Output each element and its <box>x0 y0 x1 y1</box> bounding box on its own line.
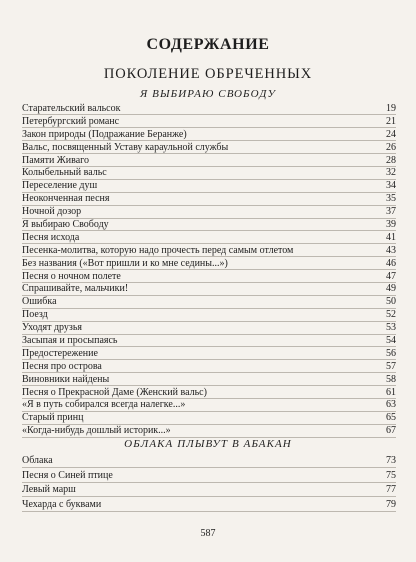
toc-entry <box>22 425 396 438</box>
toc-entry <box>22 232 396 245</box>
toc-entry-title: Переселение душ <box>22 180 98 192</box>
toc-entry-page: 32 <box>386 167 396 179</box>
toc-entry <box>22 322 396 335</box>
page-title: СОДЕРЖАНИЕ <box>146 36 270 53</box>
toc-entry-title: Песня про острова <box>22 360 102 372</box>
toc-entry <box>22 283 396 296</box>
toc-entry <box>22 483 396 498</box>
toc-entry-title: Без названия («Вот пришли и ко мне седины...») <box>22 257 228 269</box>
toc-entry <box>22 399 396 412</box>
toc-entry-title: Левый марш <box>22 484 76 495</box>
page-number: 587 <box>200 528 216 539</box>
toc-entry-page: 35 <box>386 193 396 205</box>
toc-entry <box>22 180 396 193</box>
toc-entry-title: Песня о Прекрасной Даме (Женский вальс) <box>22 386 207 398</box>
toc-entry-page: 34 <box>386 180 396 192</box>
toc-entry-title: Песня исхода <box>22 231 80 243</box>
toc-entry-title: Петербургский романс <box>22 115 120 127</box>
toc-entry-page: 46 <box>386 257 396 269</box>
toc-entry <box>22 412 396 425</box>
toc-entry <box>22 309 396 322</box>
toc-entry-title: Старый принц <box>22 412 84 424</box>
toc-entry-page: 73 <box>386 455 396 466</box>
toc-entry-title: Песня о Синей птице <box>22 469 113 481</box>
section-title-1: Я ВЫБИРАЮ СВОБОДУ <box>139 88 277 100</box>
toc-entry-page: 54 <box>386 335 396 347</box>
toc-entry-title: Спрашивайте, мальчики! <box>22 283 129 295</box>
toc-entry-title: Вальс, посвященный Уставу караульной службы <box>22 141 229 153</box>
toc-entry-title: Облака <box>22 455 53 466</box>
toc-entry-page: 19 <box>386 103 396 114</box>
toc-entry-title: Засыпая и просыпаясь <box>22 335 118 347</box>
toc-entry-title: Колыбельный вальс <box>22 167 107 179</box>
toc-entry <box>22 271 396 284</box>
toc-entry <box>22 335 396 348</box>
toc-entry <box>22 167 396 180</box>
toc-entry <box>22 454 396 469</box>
toc-entry <box>22 206 396 219</box>
toc-entry <box>22 387 396 400</box>
toc-entry-page: 41 <box>386 231 396 243</box>
toc-entry-page: 50 <box>386 296 396 308</box>
toc-entry <box>22 103 396 116</box>
toc-entry-title: Ошибка <box>22 296 57 308</box>
toc-list-1 <box>22 103 396 438</box>
toc-entry-page: 53 <box>386 322 396 334</box>
toc-entry-page: 26 <box>386 141 396 153</box>
toc-entry <box>22 219 396 232</box>
toc-entry <box>22 142 396 155</box>
toc-entry-page: 47 <box>386 270 396 282</box>
toc-entry-page: 79 <box>386 498 396 510</box>
toc-entry-title: «Я в путь собирался всегда налегке...» <box>22 399 186 411</box>
toc-entry-page: 39 <box>386 219 396 231</box>
toc-entry-page: 28 <box>386 154 396 166</box>
toc-entry <box>22 129 396 142</box>
toc-entry-title: Неоконченная песня <box>22 193 110 205</box>
toc-entry-title: Старательский вальсок <box>22 103 121 114</box>
toc-entry-title: «Когда-нибудь дошлый историк...» <box>22 425 171 437</box>
toc-entry <box>22 498 396 513</box>
toc-entry-page: 43 <box>386 244 396 256</box>
toc-entry <box>22 374 396 387</box>
toc-entry-title: Памяти Живаго <box>22 154 90 166</box>
toc-entry-page: 37 <box>386 206 396 218</box>
toc-entry-page: 77 <box>386 484 396 495</box>
toc-entry <box>22 245 396 258</box>
toc-entry-title: Виновники найдены <box>22 373 110 385</box>
toc-entry-title: Ночной дозор <box>22 206 82 218</box>
toc-entry-title: Предостережение <box>22 347 98 359</box>
toc-entry-page: 58 <box>386 373 396 385</box>
toc-entry-title: Чехарда с буквами <box>22 498 102 510</box>
toc-entry-page: 52 <box>386 309 396 321</box>
toc-entry-title: Закон природы (Подражание Беранже) <box>22 128 187 140</box>
toc-entry-title: Поезд <box>22 309 48 321</box>
toc-entry-page: 65 <box>386 412 396 424</box>
toc-entry-title: Песенка-молитва, которую надо прочесть перед самым отлетом <box>22 244 294 256</box>
toc-entry-title: Песня о ночном полете <box>22 270 121 282</box>
toc-entry-title: Я выбираю Свободу <box>22 219 109 231</box>
toc-entry <box>22 361 396 374</box>
toc-entry-page: 56 <box>386 347 396 359</box>
toc-entry-page: 24 <box>386 128 396 140</box>
toc-entry <box>22 258 396 271</box>
toc-entry <box>22 193 396 206</box>
toc-entry <box>22 296 396 309</box>
toc-entry-title: Уходят друзья <box>22 322 83 334</box>
toc-entry-page: 67 <box>386 425 396 437</box>
part-title: ПОКОЛЕНИЕ ОБРЕЧЕННЫХ <box>103 66 313 82</box>
toc-entry-page: 75 <box>386 469 396 481</box>
toc-entry <box>22 116 396 129</box>
toc-entry <box>22 348 396 361</box>
toc-entry-page: 61 <box>386 386 396 398</box>
toc-entry-page: 57 <box>386 360 396 372</box>
toc-entry <box>22 155 396 168</box>
toc-entry-page: 21 <box>386 115 396 127</box>
section-title-2: ОБЛАКА ПЛЫВУТ В АБАКАН <box>124 438 292 450</box>
toc-entry-page: 49 <box>386 283 396 295</box>
toc-entry-page: 63 <box>386 399 396 411</box>
toc-entry <box>22 469 396 484</box>
toc-list-2 <box>22 454 396 512</box>
